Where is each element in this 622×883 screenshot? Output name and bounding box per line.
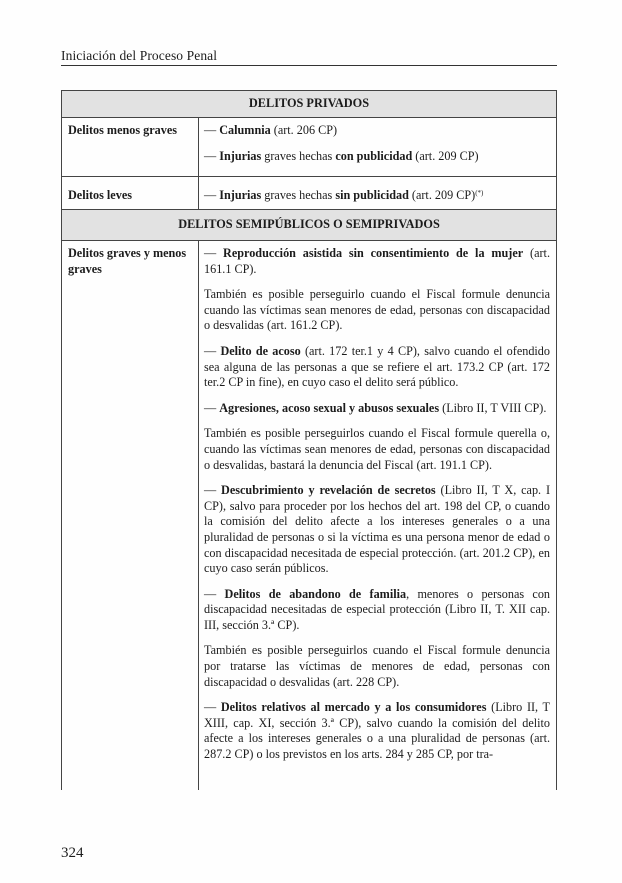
row-delitos-graves-y-menos-graves xyxy=(62,241,556,790)
paragraph-note: También es posible perseguirlo cuando el Fiscal formule denuncia cuando las víctimas sean menores de edad, personas con discapacidad o desvalidas (art. 161.2 CP). xyxy=(204,287,550,333)
row-content xyxy=(204,246,550,773)
row-label: Delitos menos graves xyxy=(62,118,199,176)
band-delitos-privados xyxy=(62,91,556,118)
row-content xyxy=(204,123,550,174)
entry-injurias-sin-publicidad: — Injurias graves hechas sin publicidad (art. 209 CP)(*) xyxy=(204,188,484,202)
paragraph-reproduccion-asistida: — Reproducción asistida sin consentimiento de la mujer (art. 161.1 CP). xyxy=(204,246,550,276)
row-delitos-menos-graves xyxy=(62,118,556,177)
entry-calumnia: — Calumnia (art. 206 CP) xyxy=(204,123,338,137)
page-number: 324 xyxy=(61,845,84,861)
paragraph-agresiones-sexuales: — Agresiones, acoso sexual y abusos sexuales (Libro II, T VIII CP). xyxy=(204,400,547,415)
entry-injurias-con-publicidad: — Injurias graves hechas con publicidad (art. 209 CP) xyxy=(204,148,479,163)
band-title: DELITOS SEMIPÚBLICOS O SEMIPRIVADOS xyxy=(178,217,440,231)
row-label: Delitos graves y menos graves xyxy=(62,241,199,790)
band-delitos-semipublicos xyxy=(62,210,556,241)
running-head: Iniciación del Proceso Penal xyxy=(61,48,218,63)
paragraph-abandono-de-familia: — Delitos de abandono de familia, menores o personas con discapacidad necesitadas de especial protección (Libro II, T. XII cap. III, sección 3.ª CP). xyxy=(204,586,551,632)
row-delitos-leves xyxy=(62,177,556,210)
paragraph-revelacion-de-secretos: — Descubrimiento y revelación de secretos (Libro II, T X, cap. I CP), salvo para proceder por los hechos del art. 198 del CP, o cuando la comisión del delito afecte a los intereses generales o a una pluralidad de personas o si la víctima es una persona menor de edad o con discapacidad necesitada de especial protección. (art. 201.2 CP), en cuyo caso serán públicos. xyxy=(204,483,550,576)
header-rule xyxy=(61,65,557,66)
paragraph-delito-de-acoso: — Delito de acoso (art. 172 ter.1 y 4 CP), salvo cuando el ofendido sea alguna de las personas a que se refiere el art. 173.2 CP (art. 172 ter.2 CP in fine), en cuyo caso el delito será público. xyxy=(204,343,550,390)
paragraph-mercado-y-consumidores: — Delitos relativos al mercado y a los consumidores (Libro II, T XIII, cap. XI, sección 3.ª CP), salvo cuando la comisión del delito afecte a los intereses generales o a una pluralidad de personas (art. 287.2 CP) o los previstos en los arts. 284 y 285 CP, por tra- xyxy=(204,700,551,762)
band-title: DELITOS PRIVADOS xyxy=(248,96,370,110)
row-label: Delitos leves xyxy=(62,177,199,209)
paragraph-note: También es posible perseguirlos cuando el Fiscal formule denuncia por tratarse las víctimas de menores de edad, personas con discapacidad o desvalidas (art. 228 CP). xyxy=(204,643,550,689)
footnote-marker: (*) xyxy=(475,189,484,197)
crime-classification-table xyxy=(61,90,557,790)
paragraph-note: También es posible perseguirlos cuando el Fiscal formule querella o, cuando las víctimas sean menores de edad, personas con discapacidad o desvalidas, bastará la denuncia del Fiscal (art. 191.1 CP). xyxy=(204,426,550,472)
